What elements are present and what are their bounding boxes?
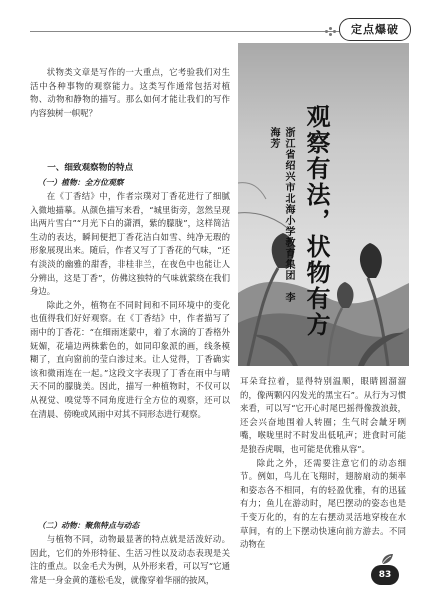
column-tag: 定点爆破 <box>339 18 411 41</box>
header-dots-icon <box>325 27 337 36</box>
animals-paragraph-1: 与植物不同，动物最显著的特点就是活泼好动。因此，它们的外形特征、生活习性以及动态表现是关注的重点。以金毛犬为例，从外形来看，可以写“它通常是一身金黄的蓬松毛发，就像穿着华丽的披风， <box>30 534 230 585</box>
right-column <box>240 375 406 552</box>
section-heading: 一、细致观察物的特点 <box>47 163 134 173</box>
article-author: 浙江省绍兴市北海小学教育集团 李海芳 <box>268 127 294 303</box>
intro-block <box>30 66 230 120</box>
plants-paragraph-2: 除此之外，植物在不同时间和不同环境中的变化也值得我们好好观察。在《丁香结》中，作者描写了雨中的丁香花：“在细雨迷蒙中，着了水滴的丁香格外妩媚，花墙边两株紫色的，如同印象派的画，线条模糊了，直向窗前的莹白渗过来。让人觉得，丁香确实该和微雨连在一起。”这段文字表现了丁香在雨中与晴天不同的朦胧美。因此，描写一种植物时，不仅可以从视觉、嗅觉等不同角度进行全方位的观察，还可以在清晨、傍晚或风雨中对其不同形态进行观察。 <box>30 299 230 419</box>
header-rule <box>30 31 341 32</box>
right-paragraph-1: 耳朵耷拉着，显得特别温顺，眼睛圆溜溜的，像两颗闪闪发光的黑宝石”。从行为习惯来看，可以写“它开心时尾巴摇得像拨浪鼓，还会兴奋地围着人转圈；生气时会龇牙咧嘴，喉咙里时不时发出低吼声；进食时可能是狼吞虎咽，也可能是优雅从容”。 <box>240 376 406 454</box>
title-illustration <box>238 43 409 366</box>
plants-paragraph-1: 在《丁香结》中，作者宗璞对丁香花进行了细腻入微地描摹。从颜色描写来看，“城里街旁，忽然呈现出两片雪白”“月光下白的潇洒，紫的朦胧”，这样简洁生动的表达，瞬间便把丁香花洁白如雪、纯净无瑕的形象展现出来。随后，作者又写了丁香花的气味，“还有淡淡的幽雅的甜香，非桂非兰，在夜色中也能让人分辨出，这是丁香”，仿佛这独特的气味就萦绕在我们身边。 <box>30 191 230 297</box>
subsection-heading-animals: （二）动物：聚焦特点与动态 <box>37 521 140 530</box>
right-paragraph-2: 除此之外，还需要注意它们的动态细节。例如，鸟儿在飞翔时，翅膀扇动的频率和姿态各不相同，有的轻盈优雅，有的迅猛有力；鱼儿在游动时，尾巴摆动的姿态也是千变万化的，有的左右摆动灵活地穿梭在水草间，有的上下摆动快速向前方游去。不同动物在 <box>240 457 406 550</box>
subsection-heading-plants: （一）植物：全方位观察 <box>37 178 124 187</box>
intro-paragraph: 状物类文章是写作的一大重点，它考验我们对生活中各种事物的观察能力。这类写作通常包括对植物、动物和静物的描写。那么如何才能让我们的写作内容独树一帜呢？ <box>30 67 230 118</box>
section-one <box>30 156 230 421</box>
article-title: 观察有法，状物有方 <box>302 104 331 338</box>
section-animals <box>30 519 230 587</box>
page-number: 83 <box>371 565 399 585</box>
leaf-icon <box>380 553 394 565</box>
